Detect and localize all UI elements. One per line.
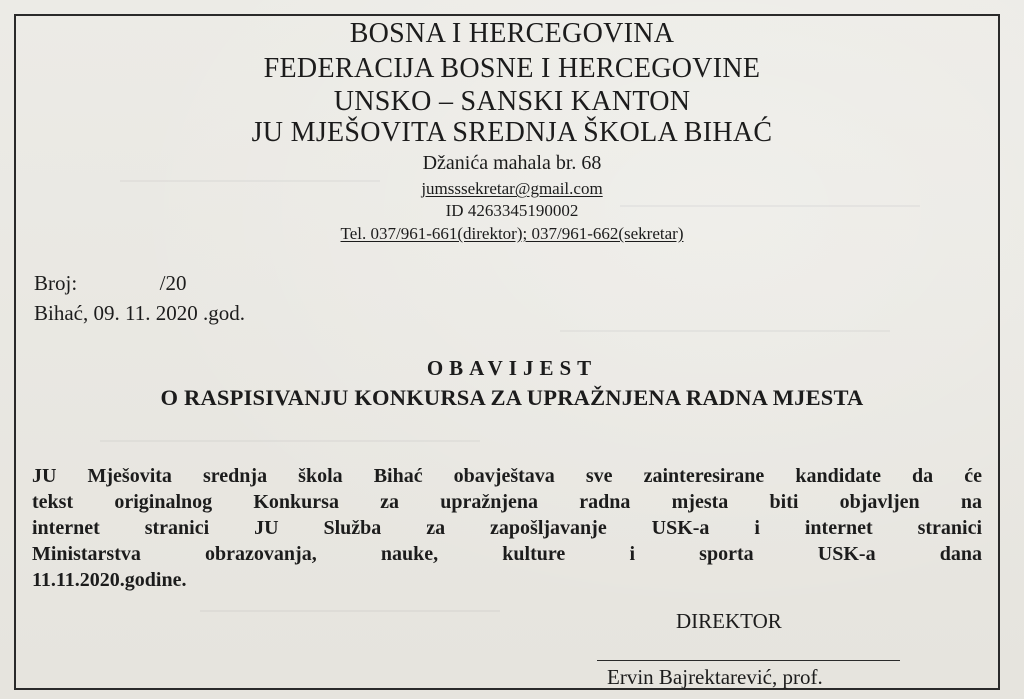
reference-number bbox=[34, 271, 187, 296]
notice-title: OBAVIJEST bbox=[426, 356, 598, 380]
signatory-name: Ervin Bajrektarević, prof. bbox=[607, 665, 823, 689]
header-email: jumsssekretar@gmail.com bbox=[421, 179, 603, 198]
body-line: 11.11.2020.godine. bbox=[32, 569, 187, 591]
header-institution: JU MJEŠOVITA SREDNJA ŠKOLA BIHAĆ bbox=[251, 117, 773, 148]
body-line: tekst originalnog Konkursa za upražnjena radna mjesta biti objavljen na bbox=[32, 491, 982, 513]
notice-subtitle: O RASPISIVANJU KONKURSA ZA UPRAŽNJENA RADNA MJESTA bbox=[160, 385, 864, 410]
broj-value: /20 bbox=[159, 271, 187, 295]
header-address: Džanića mahala br. 68 bbox=[422, 152, 602, 174]
signatory-role: DIREKTOR bbox=[676, 609, 782, 633]
header-canton: UNSKO – SANSKI KANTON bbox=[333, 86, 691, 117]
body-line: Ministarstva obrazovanja, nauke, kulture i sporta USK-a dana bbox=[32, 543, 982, 565]
body-line: internet stranici JU Služba za zapošljavanje USK-a i internet stranici bbox=[32, 517, 982, 539]
notice-body bbox=[32, 463, 982, 593]
place-date: Bihać, 09. 11. 2020 .god. bbox=[34, 301, 245, 325]
broj-label: Broj: bbox=[34, 271, 78, 295]
header-country: BOSNA I HERCEGOVINA bbox=[349, 18, 675, 49]
body-line: JU Mješovita srednja škola Bihać obavještava sve zainteresirane kandidate da će bbox=[32, 465, 982, 487]
signature-line bbox=[597, 660, 900, 661]
header-federation: FEDERACIJA BOSNE I HERCEGOVINE bbox=[263, 53, 761, 84]
header-id: ID 4263345190002 bbox=[445, 201, 579, 220]
header-phone: Tel. 037/961-661(direktor); 037/961-662(sekretar) bbox=[340, 224, 684, 243]
